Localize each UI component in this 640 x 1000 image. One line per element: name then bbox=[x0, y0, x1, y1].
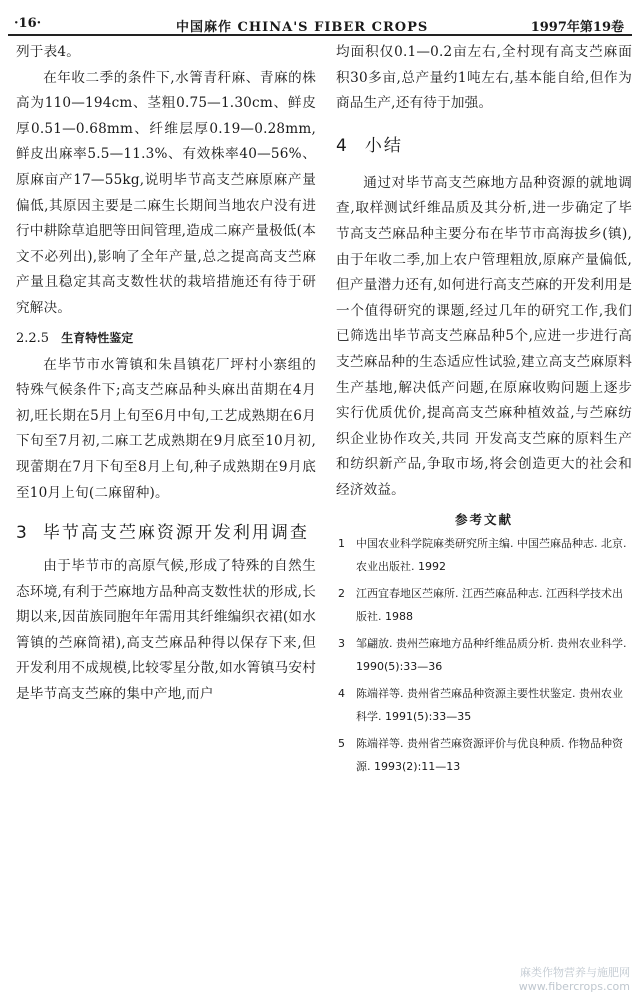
reference-number: 4 bbox=[338, 686, 345, 700]
page-number: ·16· bbox=[14, 16, 42, 31]
journal-title: 中国麻作 CHINA'S FIBER CROPS bbox=[176, 20, 429, 35]
paragraph: 在年收二季的条件下,水箐青秆麻、青麻的株高为110—194cm、茎粗0.75—1.30cm、鲜皮厚0.51—0.68mm、纤维层厚0.19—0.28mm,鲜皮出麻率5.5—11.3%、有效株率40—56%、原麻亩产17—55kg,说明毕节高支苎麻原麻产量偏低,其原因主要是二麻生长期间当地农户没有进行中耕除草追肥等田间管理,造成二麻产量极低(本文不必列出),影响了全年产量,总之提高高支苎麻产量且稳定其高支数性状的栽培措施还有待于研究解决。 bbox=[16, 69, 316, 316]
watermark bbox=[519, 966, 630, 994]
paragraph: 列于表4。 bbox=[16, 44, 81, 60]
left-column bbox=[16, 40, 316, 708]
section-number: 4 bbox=[336, 135, 349, 156]
section-heading bbox=[336, 131, 632, 161]
reference-text: 陈端祥等. 贵州省苎麻资源评价与优良种质. 作物品种资源. 1993(2):11—13 bbox=[356, 736, 623, 773]
reference-item bbox=[336, 732, 632, 778]
section-title: 毕节高支苎麻资源开发利用调查 bbox=[42, 523, 309, 544]
issue-label: 1997年第19卷 bbox=[530, 20, 624, 35]
right-column bbox=[336, 40, 632, 782]
section-title: 小结 bbox=[364, 135, 403, 156]
reference-text: 江西宜春地区苎麻所. 江西苎麻品种志. 江西科学技术出版社. 1988 bbox=[356, 586, 623, 623]
paragraph: 在毕节市水箐镇和朱昌镇花厂坪村小寨组的特殊气候条件下;高支苎麻品种头麻出苗期在4月初,旺长期在5月上旬至6月中旬,工艺成熟期在6月下旬至7月初,二麻工艺成熟期在9月底至10月初,现蕾期在7月下旬至8月上旬,种子成熟期在9月底至10月上旬(二麻留种)。 bbox=[16, 356, 316, 501]
watermark-line: 麻类作物营养与施肥网 bbox=[520, 966, 630, 979]
reference-item bbox=[336, 582, 632, 628]
reference-item bbox=[336, 632, 632, 678]
section-number: 3 bbox=[16, 523, 29, 544]
section-heading bbox=[16, 516, 316, 550]
reference-text: 邹翩放. 贵州苎麻地方品种纤维品质分析. 贵州农业科学. 1990(5):33—36 bbox=[356, 636, 627, 673]
reference-number: 2 bbox=[338, 586, 345, 600]
paragraph: 由于毕节市的高原气候,形成了特殊的自然生态环境,有利于苎麻地方品种高支数性状的形成,长期以来,因苗族同胞年年需用其纤维编织衣裙(如水箐镇的苎麻筒裙),高支苎麻品种得以保存下来,但开发利用不成规模,比较零星分散,如水箐镇马安村是毕节高支苎麻的集中产地,而户 bbox=[16, 558, 316, 703]
paragraph: 通过对毕节高支苎麻地方品种资源的就地调查,取样测试纤维品质及其分析,进一步确定了毕节高支苎麻品种主要分布在毕节市高海拔乡(镇),由于年收二季,加上农户管理粗放,原麻产量偏低,但产量潜力还有,如何进行高支苎麻的开发利用是一个值得研究的课题,经过几年的研究工作,我们已筛选出毕节高支苎麻品种5个,应进一步进行高支苎麻品种的生态适应性试验,建立高支苎麻原料生产基地,解决低产问题,在原麻收购问题上逐步实行优质优价,提高高支苎麻种植效益,与苎麻纺织企业协作攻关,共同 开发高支苎麻的原料生产和纺织新产品,争取市场,将会创造更大的社会和经济效益。 bbox=[336, 174, 632, 498]
reference-item bbox=[336, 682, 632, 728]
reference-number: 5 bbox=[338, 736, 345, 750]
reference-number: 1 bbox=[338, 536, 345, 550]
paragraph: 均面积仅0.1—0.2亩左右,全村现有高支苎麻面积30多亩,总产量约1吨左右,基本能自给,但作为商品生产,还有待于加强。 bbox=[336, 44, 632, 112]
reference-text: 陈端祥等. 贵州省苎麻品种资源主要性状鉴定. 贵州农业科学. 1991(5):33—35 bbox=[356, 686, 623, 723]
subsection-heading bbox=[16, 326, 316, 351]
subsection-title: 生育特性鉴定 bbox=[61, 330, 134, 345]
subsection-number: 2.2.5 bbox=[16, 330, 50, 346]
references-list bbox=[336, 532, 632, 778]
page-header bbox=[8, 8, 632, 36]
reference-number: 3 bbox=[338, 636, 345, 650]
reference-item bbox=[336, 532, 632, 578]
references-title: 参考文献 bbox=[454, 511, 513, 527]
watermark-line: www.fibercrops.com bbox=[518, 980, 630, 993]
reference-text: 中国农业科学院麻类研究所主编. 中国苎麻品种志. 北京. 农业出版社. 1992 bbox=[356, 536, 627, 573]
